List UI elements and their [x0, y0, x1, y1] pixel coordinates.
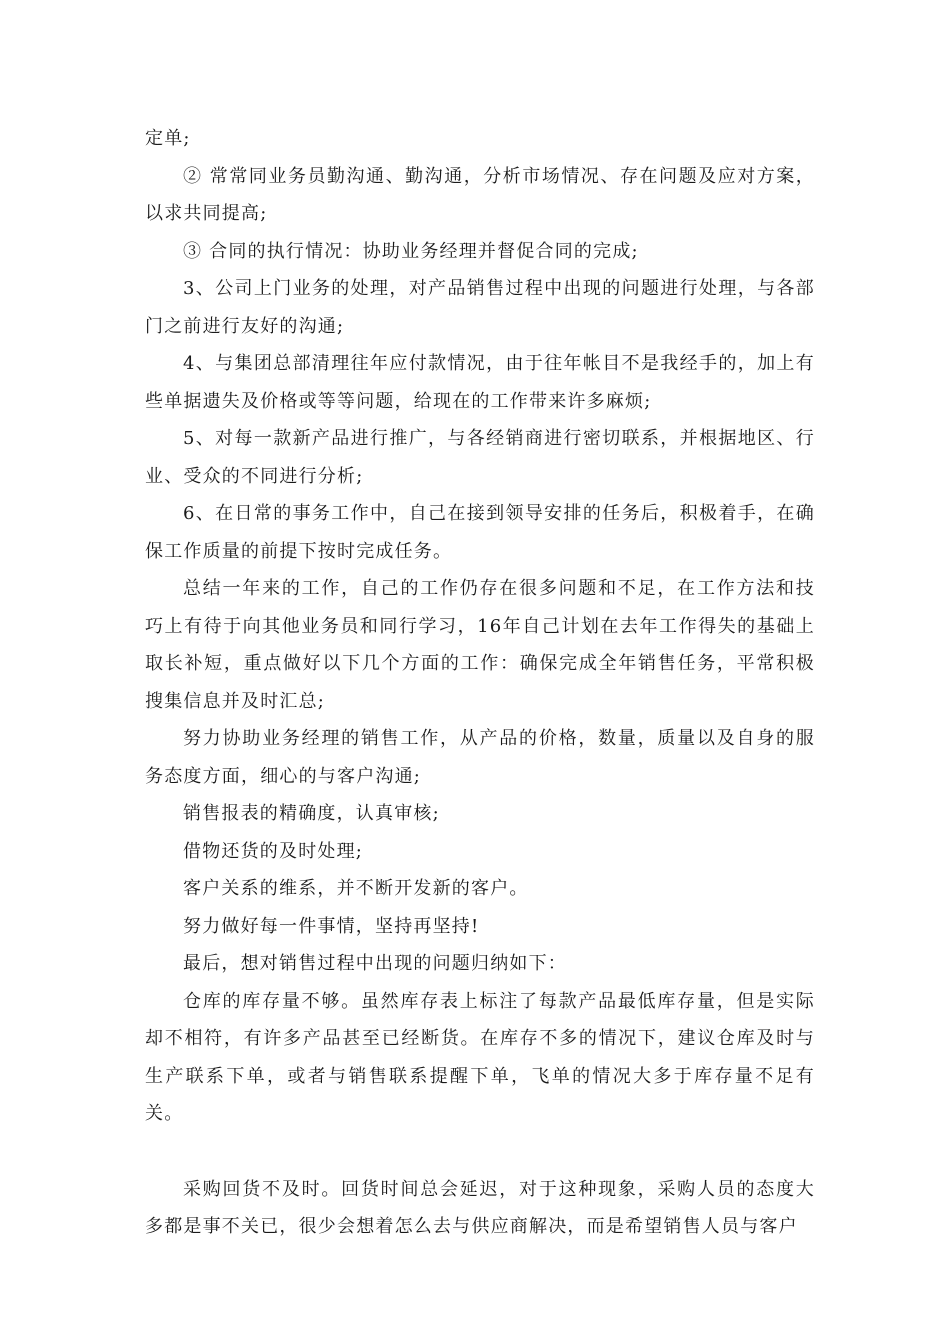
paragraph-inventory-issue: 仓库的库存量不够。虽然库存表上标注了每款产品最低库存量，但是实际却不相符，有许多产品甚至已经断货。在库存不多的情况下，建议仓库及时与生产联系下单，或者与销售联系提醒下单，飞单的情况大多于库存量不足有关。 [145, 990, 815, 1124]
paragraph-communicate-salespeople: ② 常常同业务员勤沟通、勤沟通，分析市场情况、存在问题及应对方案，以求共同提高; [145, 165, 815, 224]
paragraph-spacer [145, 1133, 815, 1171]
paragraph-borrow-return: 借物还货的及时处理; [183, 840, 364, 862]
paragraph-assist-manager: 努力协助业务经理的销售工作，从产品的价格，数量，质量以及自身的服务态度方面，细心的与客户沟通; [145, 728, 815, 787]
paragraph-item-3: 3、公司上门业务的处理，对产品销售过程中出现的问题进行处理，与各部门之前进行友好的沟通; [145, 278, 815, 337]
paragraph-item-6: 6、在日常的事务工作中，自己在接到领导安排的任务后，积极着手，在确保工作质量的前提下按时完成任务。 [145, 503, 815, 562]
paragraph-summary: 总结一年来的工作，自己的工作仍存在很多问题和不足，在工作方法和技巧上有待于向其他业务员和同行学习，16年自己计划在去年工作得失的基础上取长补短，重点做好以下几个方面的工作：确保完成全年销售任务，平常积极搜集信息并及时汇总; [145, 578, 815, 712]
paragraph-report-accuracy: 销售报表的精确度，认真审核; [183, 803, 440, 824]
paragraph-problems-intro: 最后，想对销售过程中出现的问题归纳如下： [183, 953, 567, 974]
paragraph-item-4: 4、与集团总部清理往年应付款情况，由于往年帐目不是我经手的，加上有些单据遗失及价格或等等问题，给现在的工作带来许多麻烦; [145, 353, 815, 412]
document-body [145, 120, 815, 1246]
paragraph-persist: 努力做好每一件事情，坚持再坚持! [183, 915, 480, 937]
paragraph-item-5: 5、对每一款新产品进行推广，与各经销商进行密切联系，并根据地区、行业、受众的不同进行分析; [145, 428, 815, 487]
paragraph-contract-execution: ③ 合同的执行情况：协助业务经理并督促合同的完成; [183, 240, 639, 262]
paragraph-purchasing-issue: 采购回货不及时。回货时间总会延迟，对于这种现象，采购人员的态度大多都是事不关已，很少会想着怎么去与供应商解决，而是希望销售人员与客户 [145, 1178, 815, 1237]
paragraph-order-continuation: 定单; [145, 128, 191, 149]
paragraph-customer-relations: 客户关系的维系，并不断开发新的客户。 [183, 878, 529, 899]
